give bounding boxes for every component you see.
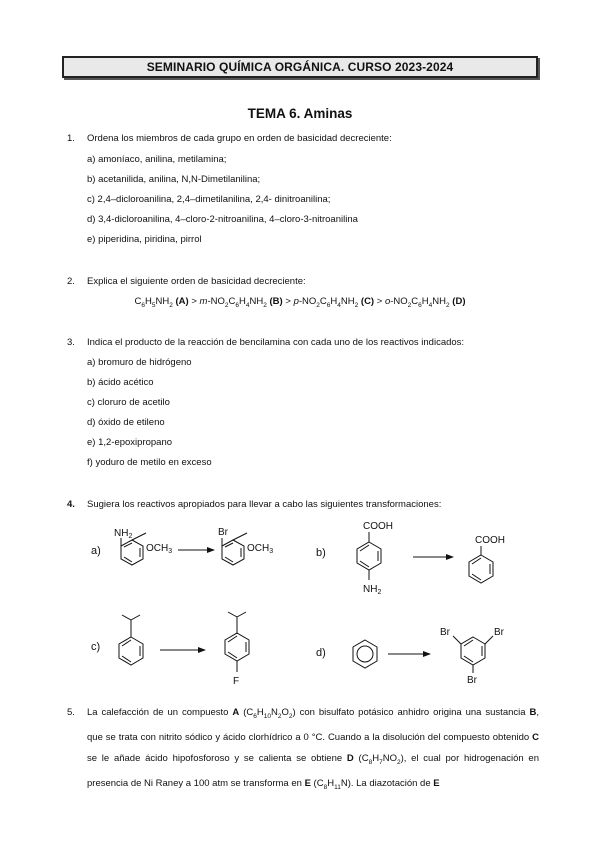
och3-label-a2: $OCH_3$ [247,543,274,555]
q2-number: 2. [67,276,75,287]
compound-d: $o-NO_2C_6H_4NH_2$ [384,296,450,309]
page-title: TEMA 6. Aminas [247,106,353,121]
q3-item-a: a) bromuro de hidrógeno [87,357,192,368]
och3-label-a: $OCH_3$ [146,543,173,555]
cooh-label-b2: COOH [475,535,505,546]
q3-item-f: f) yoduro de metilo en exceso [87,457,212,468]
gt-sign: > [191,296,197,307]
q3-item-c: c) cloruro de acetilo [87,397,170,408]
compound-c: $p-NO_2C_6H_4NH_2$ [293,296,359,309]
q4-number: 4. [67,499,75,510]
q5-text: La calefacción de un compuesto A $(C_6H_{10}N_2O_2)$ con bisulfato potásico anhidro origina una sustancia B, que se trata con nitrito sódico y ácido clorhídrico a 0 °C. Cuando a la disolución del compuesto obtenido C se le añade ácido hipofosforoso y se calienta se obtiene D $(C_8H_7NO_2)$, el cual por hidrogenación en presencia de Ni Raney a 100 atm se transforma en E $(C_8H_{11}N)$. La diazotación de E [87,707,539,791]
compound-a: $C_6H_5NH_2$ [134,296,173,309]
q1-item-b: b) acetanilida, anilina, N,N-Dimetilanilina; [87,174,261,185]
q1-item-e: e) piperidina, piridina, pirrol [87,234,202,245]
q1-number: 1. [67,133,75,144]
nh2-label-a: $NH_2$ [114,528,133,540]
benzoic-acid-structure [469,546,493,583]
q1-text: Ordena los miembros de cada grupo en orden de basicidad decreciente: [87,133,392,144]
br-label-a: Br [218,527,228,538]
q3-item-e: e) 1,2-epoxipropano [87,437,173,448]
label-d: (D) [452,296,466,307]
aminobenzoic-acid-structure [357,532,381,580]
f-label-c: F [233,676,240,687]
q1-item-a: a) amoníaco, anilina, metilamina; [87,154,227,165]
q4-label-a: a) [91,545,101,557]
q4-text: Sugiera los reactivos apropiados para llevar a cabo las siguientes transformaciones: [87,499,442,510]
q3-text: Indica el producto de la reacción de bencilamina con cada uno de los reactivos indicados: [87,337,465,348]
nh2-label-b: $NH_2$ [363,584,382,596]
tribromobenzene-structure [453,636,493,673]
q5-number: 5. [67,707,75,718]
header-text: SEMINARIO QUÍMICA ORGÁNICA. CURSO 2023-2024 [146,60,454,74]
gt-sign: > [376,296,383,307]
label-c: (C) [360,296,375,307]
br-label-d2: Br [494,627,504,638]
q1-item-d: d) 3,4-dicloroanilina, 4–cloro-2-nitroanilina, 4–cloro-3-nitroanilina [87,214,358,225]
label-b: (B) [269,296,283,307]
br-label-d3: Br [467,675,477,686]
br-label-d1: Br [440,627,450,638]
q4-label-b: b) [316,547,326,559]
benzene-structure [353,640,377,668]
compound-b: $m-NO_2C_6H_4NH_2$ [199,296,267,309]
q1-item-c: c) 2,4–dicloroanilina, 2,4–dimetilanilina, 2,4- dinitroanilina; [87,194,331,205]
q3-number: 3. [67,337,75,348]
q3-item-d: d) óxido de etileno [87,417,165,428]
q4-label-c: c) [91,641,101,653]
q3-item-b: b) ácido acético [87,377,154,388]
label-a: (A) [175,296,189,307]
tert-butylbenzene-structure [119,615,143,665]
q2-text: Explica el siguiente orden de basicidad decreciente: [87,276,306,287]
q4-label-d: d) [316,647,326,659]
gt-sign: > [285,296,291,307]
cooh-label-b: COOH [363,521,393,532]
fluoro-tert-butylbenzene-structure [225,612,249,672]
